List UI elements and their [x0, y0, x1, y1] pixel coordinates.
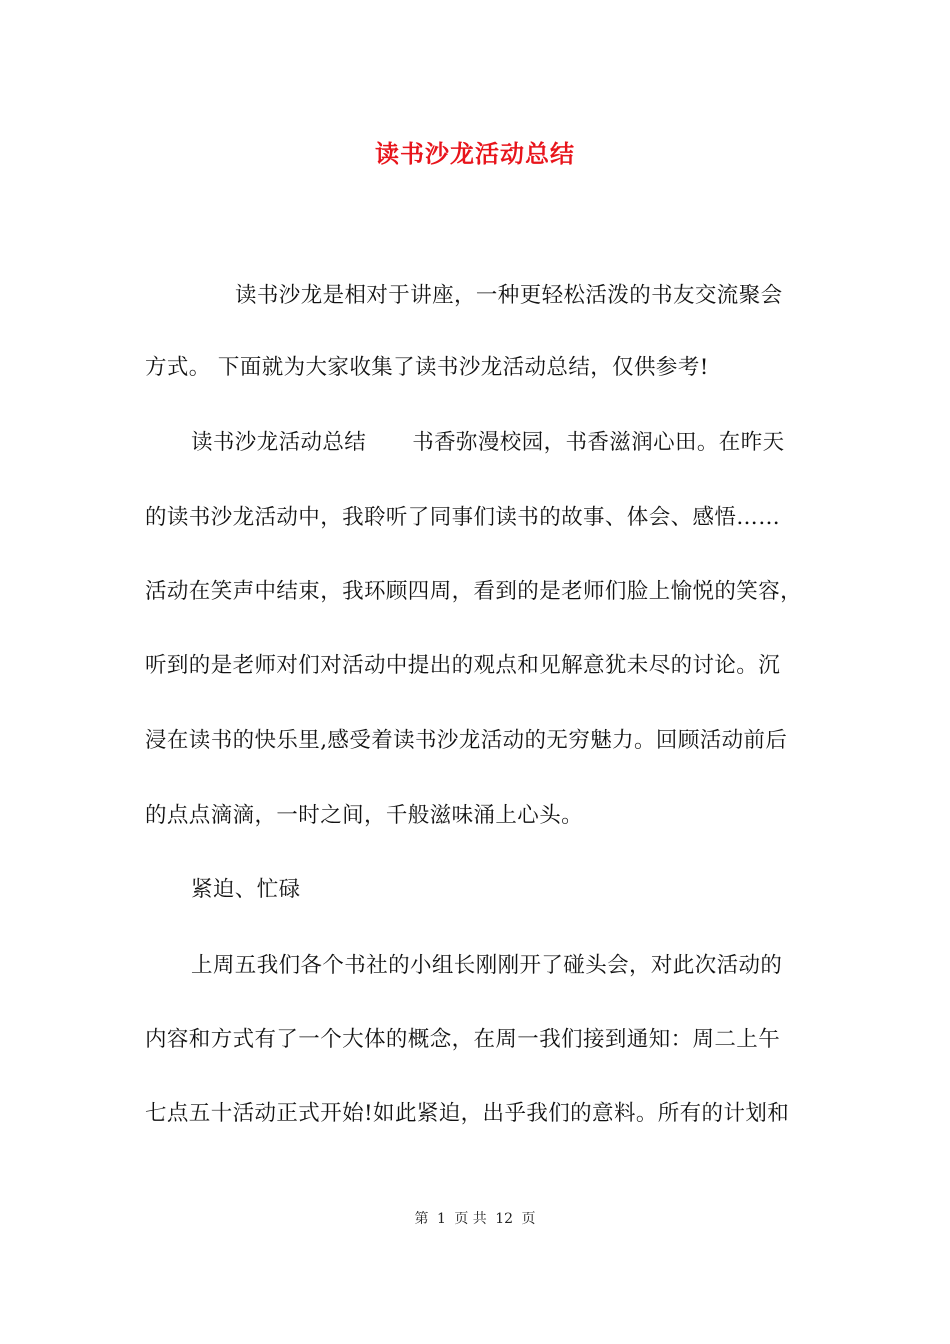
main-line-3: 活动在笑声中结束，我环顾四周，看到的是老师们脸上愉悦的笑容， — [145, 579, 803, 604]
footer-prefix: 第 — [414, 1211, 429, 1227]
document-title: 读书沙龙活动总结 — [375, 139, 575, 168]
section-line-2: 内容和方式有了一个大体的概念，在周一我们接到通知：周二上午 — [145, 1027, 781, 1052]
page-footer — [0, 1208, 950, 1228]
intro-line-2: 方式。 下面就为大家收集了读书沙龙活动总结，仅供参考! — [145, 355, 709, 380]
footer-middle: 页 共 — [454, 1211, 487, 1227]
main-line-2: 的读书沙龙活动中，我聆听了同事们读书的故事、体会、感悟…… — [145, 505, 781, 530]
main-line-5: 浸在读书的快乐里,感受着读书沙龙活动的无穷魅力。回顾活动前后 — [145, 728, 788, 753]
footer-suffix: 页 — [521, 1211, 536, 1227]
main-line-4: 听到的是老师对们对活动中提出的观点和见解意犹未尽的讨论。沉 — [145, 653, 781, 678]
footer-total-pages: 12 — [495, 1211, 514, 1227]
main-line-1 — [145, 428, 871, 458]
section-line-3: 七点五十活动正式开始!如此紧迫，出乎我们的意料。所有的计划和 — [145, 1101, 790, 1126]
main-line-6: 的点点滴滴，一时之间，千般滋味涌上心头。 — [145, 803, 584, 828]
main-line-1-text: 书香弥漫校园，书香滋润心田。在昨天 — [412, 430, 785, 455]
intro-line-1: 读书沙龙是相对于讲座，一种更轻松活泼的书友交流聚会 — [235, 283, 783, 308]
section-heading: 紧迫、忙碌 — [191, 877, 301, 902]
section-line-1: 上周五我们各个书社的小组长刚刚开了碰头会，对此次活动的 — [191, 953, 783, 978]
footer-page-number: 1 — [436, 1211, 446, 1227]
inline-heading: 读书沙龙活动总结 — [191, 430, 367, 455]
